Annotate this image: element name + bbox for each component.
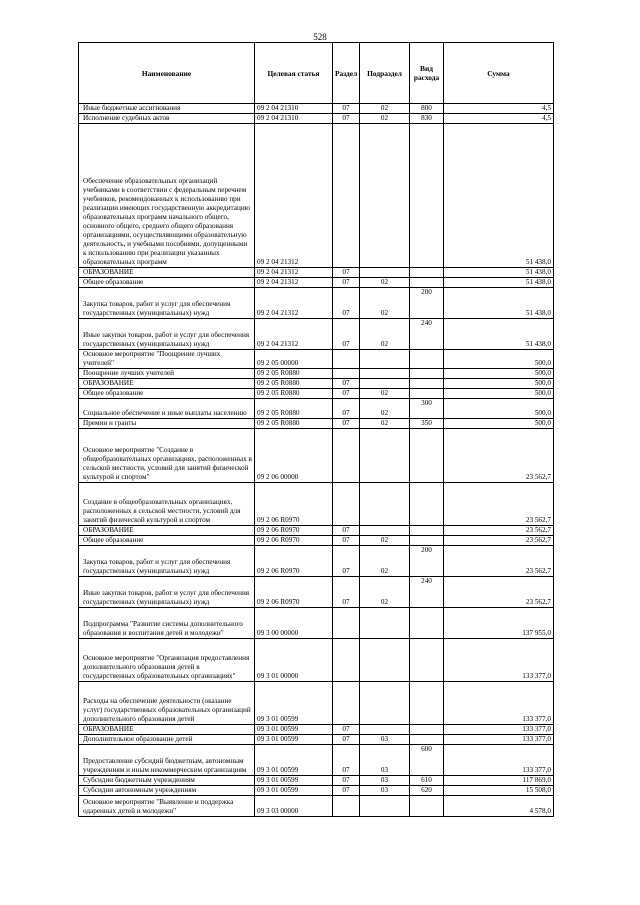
- cell-subsection: [360, 608, 410, 639]
- cell-subsection: 02: [360, 419, 410, 429]
- cell-sum: 500,0: [444, 399, 554, 419]
- cell-expense-type: 610: [410, 776, 444, 786]
- table-row: [79, 483, 554, 526]
- cell-target-article: 09 3 01 00599: [255, 725, 333, 735]
- cell-target-article: 09 2 06 R0970: [255, 577, 333, 608]
- cell-subsection: 03: [360, 786, 410, 796]
- cell-sum: 117 869,0: [444, 776, 554, 786]
- cell-target-article: 09 2 05 R0880: [255, 369, 333, 379]
- table-row: [79, 124, 554, 268]
- cell-section: 07: [333, 419, 360, 429]
- cell-subsection: [360, 526, 410, 536]
- cell-expense-type: 300: [410, 399, 444, 419]
- cell-section: 07: [333, 577, 360, 608]
- cell-subsection: [360, 350, 410, 369]
- cell-target-article: 09 3 01 00599: [255, 735, 333, 745]
- cell-name: Премии и гранты: [79, 419, 255, 429]
- table-row: [79, 796, 554, 817]
- table-row: [79, 639, 554, 682]
- cell-name: Закупка товаров, работ и услуг для обеспечения государственных (муниципальных) нужд: [79, 288, 255, 319]
- cell-subsection: 02: [360, 114, 410, 124]
- cell-expense-type: 800: [410, 104, 444, 114]
- cell-expense-type: 240: [410, 319, 444, 350]
- cell-section: 07: [333, 776, 360, 786]
- cell-subsection: [360, 639, 410, 682]
- table-row: [79, 379, 554, 389]
- cell-section: 07: [333, 114, 360, 124]
- table-row: [79, 104, 554, 114]
- cell-expense-type: [410, 278, 444, 288]
- table-row: [79, 278, 554, 288]
- table-row: [79, 288, 554, 319]
- cell-expense-type: 200: [410, 288, 444, 319]
- cell-name: ОБРАЗОВАНИЕ: [79, 725, 255, 735]
- cell-sum: 23 562,7: [444, 577, 554, 608]
- cell-target-article: 09 2 04 21312: [255, 268, 333, 278]
- cell-subsection: 03: [360, 735, 410, 745]
- cell-subsection: [360, 483, 410, 526]
- cell-target-article: 09 2 05 R0880: [255, 379, 333, 389]
- cell-name: Иные бюджетные ассигнования: [79, 104, 255, 114]
- cell-sum: 500,0: [444, 389, 554, 399]
- cell-subsection: 03: [360, 745, 410, 776]
- cell-sum: 51 438,0: [444, 319, 554, 350]
- cell-target-article: 09 2 05 R0880: [255, 389, 333, 399]
- cell-sum: 23 562,7: [444, 429, 554, 483]
- cell-target-article: 09 3 01 00000: [255, 639, 333, 682]
- cell-sum: 51 438,0: [444, 268, 554, 278]
- cell-expense-type: [410, 536, 444, 546]
- cell-section: 07: [333, 735, 360, 745]
- cell-section: 07: [333, 526, 360, 536]
- table-row: [79, 745, 554, 776]
- cell-target-article: 09 2 05 R0880: [255, 419, 333, 429]
- cell-expense-type: 240: [410, 577, 444, 608]
- cell-name: Основное мероприятие "Поощрение лучших учителей": [79, 350, 255, 369]
- table-row: [79, 725, 554, 735]
- cell-target-article: 09 2 06 R0970: [255, 546, 333, 577]
- table-row: [79, 399, 554, 419]
- cell-expense-type: [410, 483, 444, 526]
- cell-name: Дополнительное образование детей: [79, 735, 255, 745]
- cell-expense-type: 620: [410, 786, 444, 796]
- cell-section: 07: [333, 319, 360, 350]
- cell-section: 07: [333, 745, 360, 776]
- cell-subsection: 02: [360, 288, 410, 319]
- cell-name: ОБРАЗОВАНИЕ: [79, 526, 255, 536]
- cell-expense-type: [410, 268, 444, 278]
- cell-sum: 500,0: [444, 369, 554, 379]
- header-section: Раздел: [333, 43, 360, 104]
- cell-sum: 51 438,0: [444, 288, 554, 319]
- cell-target-article: 09 3 00 00000: [255, 608, 333, 639]
- cell-subsection: 02: [360, 389, 410, 399]
- cell-expense-type: [410, 379, 444, 389]
- table-row: [79, 419, 554, 429]
- cell-expense-type: 830: [410, 114, 444, 124]
- cell-sum: 4 578,0: [444, 796, 554, 817]
- cell-sum: 51 438,0: [444, 124, 554, 268]
- cell-subsection: 02: [360, 278, 410, 288]
- cell-sum: 133 377,0: [444, 682, 554, 725]
- cell-sum: 51 438,0: [444, 278, 554, 288]
- cell-name: Общее образование: [79, 536, 255, 546]
- cell-section: [333, 608, 360, 639]
- cell-subsection: [360, 369, 410, 379]
- cell-subsection: [360, 682, 410, 725]
- cell-subsection: [360, 725, 410, 735]
- table-row: [79, 682, 554, 725]
- cell-section: [333, 429, 360, 483]
- table-row: [79, 526, 554, 536]
- cell-subsection: 02: [360, 104, 410, 114]
- cell-section: [333, 124, 360, 268]
- cell-name: Субсидии автономным учреждениям: [79, 786, 255, 796]
- page-number: 528: [313, 32, 327, 42]
- cell-target-article: 09 3 01 00599: [255, 682, 333, 725]
- cell-subsection: [360, 796, 410, 817]
- cell-target-article: 09 3 01 00599: [255, 786, 333, 796]
- cell-name: Социальное обеспечение и иные выплаты населению: [79, 399, 255, 419]
- cell-name: Основное мероприятие "Организация предоставления дополнительного образования детей в государственных образовательных организациях": [79, 639, 255, 682]
- cell-sum: 500,0: [444, 379, 554, 389]
- cell-expense-type: [410, 639, 444, 682]
- table-header-row: [79, 43, 554, 104]
- cell-section: 07: [333, 725, 360, 735]
- cell-subsection: [360, 268, 410, 278]
- cell-expense-type: [410, 682, 444, 725]
- cell-name: Иные закупки товаров, работ и услуг для обеспечения государственных (муниципальных) нужд: [79, 577, 255, 608]
- header-sum: Сумма: [444, 43, 554, 104]
- cell-target-article: 09 2 04 21310: [255, 104, 333, 114]
- cell-section: 07: [333, 399, 360, 419]
- cell-target-article: 09 2 05 R0880: [255, 399, 333, 419]
- table-row: [79, 577, 554, 608]
- cell-expense-type: 350: [410, 419, 444, 429]
- cell-section: 07: [333, 379, 360, 389]
- cell-name: Основное мероприятие "Выявление и поддержка одаренных детей и молодежи": [79, 796, 255, 817]
- cell-expense-type: [410, 526, 444, 536]
- cell-section: 07: [333, 104, 360, 114]
- cell-sum: 23 562,7: [444, 546, 554, 577]
- cell-section: [333, 682, 360, 725]
- table-row: [79, 369, 554, 379]
- cell-target-article: 09 2 04 21312: [255, 124, 333, 268]
- cell-sum: 133 377,0: [444, 735, 554, 745]
- cell-target-article: 09 3 03 00000: [255, 796, 333, 817]
- table-row: [79, 319, 554, 350]
- cell-expense-type: [410, 369, 444, 379]
- cell-expense-type: [410, 725, 444, 735]
- cell-target-article: 09 3 01 00599: [255, 745, 333, 776]
- cell-sum: 500,0: [444, 350, 554, 369]
- cell-target-article: 09 2 05 00000: [255, 350, 333, 369]
- cell-subsection: 03: [360, 776, 410, 786]
- cell-expense-type: [410, 124, 444, 268]
- cell-expense-type: [410, 796, 444, 817]
- cell-section: 07: [333, 536, 360, 546]
- cell-sum: 4,5: [444, 114, 554, 124]
- table-row: [79, 268, 554, 278]
- table-row: [79, 429, 554, 483]
- cell-name: Общее образование: [79, 389, 255, 399]
- cell-sum: 23 562,7: [444, 526, 554, 536]
- cell-expense-type: [410, 429, 444, 483]
- cell-name: Общее образование: [79, 278, 255, 288]
- table-row: [79, 350, 554, 369]
- cell-expense-type: [410, 735, 444, 745]
- cell-expense-type: 600: [410, 745, 444, 776]
- cell-name: Основное мероприятие "Создание в общеобразовательных организациях, расположенных в сельской местности, условий для занятий физической культурой и спортом": [79, 429, 255, 483]
- header-name: Наименование: [79, 43, 255, 104]
- table-row: [79, 536, 554, 546]
- cell-name: Обеспечение образовательных организаций учебниками в соответствии с федеральным перечнем учебников, рекомендованных к использованию при реализации имеющих государственную аккредитацию образовательных программ начального общего, основного общего, среднего общего образования организациями, осуществляющими образовательную деятельность, и учебными пособиями, допущенными к использованию при реализации указанных образовательных программ: [79, 124, 255, 268]
- cell-name: Создание в общеобразовательных организациях, расположенных в сельской местности, условий для занятий физической культурой и спортом: [79, 483, 255, 526]
- cell-expense-type: [410, 350, 444, 369]
- cell-subsection: 02: [360, 319, 410, 350]
- table-row: [79, 114, 554, 124]
- cell-section: 07: [333, 288, 360, 319]
- cell-sum: 133 377,0: [444, 745, 554, 776]
- cell-expense-type: [410, 608, 444, 639]
- cell-section: [333, 369, 360, 379]
- cell-expense-type: 200: [410, 546, 444, 577]
- cell-name: Поощрение лучших учителей: [79, 369, 255, 379]
- cell-target-article: 09 2 06 R0970: [255, 526, 333, 536]
- header-expense-type: Вид расхода: [410, 43, 444, 104]
- cell-subsection: [360, 429, 410, 483]
- cell-target-article: 09 3 01 00599: [255, 776, 333, 786]
- table-row: [79, 389, 554, 399]
- cell-target-article: 09 2 06 R0970: [255, 483, 333, 526]
- cell-sum: 133 377,0: [444, 725, 554, 735]
- table-row: [79, 546, 554, 577]
- header-subsection: Подраздел: [360, 43, 410, 104]
- cell-sum: 23 562,7: [444, 483, 554, 526]
- cell-sum: 500,0: [444, 419, 554, 429]
- cell-name: ОБРАЗОВАНИЕ: [79, 268, 255, 278]
- cell-expense-type: [410, 389, 444, 399]
- cell-sum: 15 508,0: [444, 786, 554, 796]
- cell-sum: 137 955,0: [444, 608, 554, 639]
- cell-section: 07: [333, 278, 360, 288]
- cell-sum: 133 377,0: [444, 639, 554, 682]
- table-row: [79, 786, 554, 796]
- cell-name: Предоставление субсидий бюджетным, автономным учреждениям и иным некоммерческим организациям: [79, 745, 255, 776]
- cell-sum: 4,5: [444, 104, 554, 114]
- cell-target-article: 09 2 06 R0970: [255, 536, 333, 546]
- cell-subsection: 02: [360, 546, 410, 577]
- cell-name: Субсидии бюджетным учреждениям: [79, 776, 255, 786]
- table-row: [79, 776, 554, 786]
- cell-name: Подпрограмма "Развитие системы дополнительного образования и воспитания детей и молодежи": [79, 608, 255, 639]
- cell-target-article: 09 2 04 21312: [255, 319, 333, 350]
- cell-section: [333, 796, 360, 817]
- cell-section: 07: [333, 389, 360, 399]
- cell-section: 07: [333, 786, 360, 796]
- cell-name: Исполнение судебных актов: [79, 114, 255, 124]
- cell-subsection: 02: [360, 399, 410, 419]
- cell-name: Иные закупки товаров, работ и услуг для обеспечения государственных (муниципальных) нужд: [79, 319, 255, 350]
- cell-subsection: 02: [360, 577, 410, 608]
- cell-section: [333, 639, 360, 682]
- cell-target-article: 09 2 04 21310: [255, 114, 333, 124]
- cell-subsection: [360, 124, 410, 268]
- table-row: [79, 735, 554, 745]
- cell-section: [333, 483, 360, 526]
- table-body: [79, 104, 554, 817]
- budget-table: [78, 42, 554, 817]
- cell-name: Расходы на обеспечение деятельности (оказание услуг) государственных образовательных организаций дополнительного образования детей: [79, 682, 255, 725]
- cell-section: 07: [333, 546, 360, 577]
- header-target-article: Целевая статья: [255, 43, 333, 104]
- table-row: [79, 608, 554, 639]
- cell-target-article: 09 2 04 21312: [255, 278, 333, 288]
- cell-target-article: 09 2 04 21312: [255, 288, 333, 319]
- cell-subsection: 02: [360, 536, 410, 546]
- cell-name: Закупка товаров, работ и услуг для обеспечения государственных (муниципальных) нужд: [79, 546, 255, 577]
- cell-subsection: [360, 379, 410, 389]
- cell-target-article: 09 2 06 00000: [255, 429, 333, 483]
- cell-section: [333, 350, 360, 369]
- cell-section: 07: [333, 268, 360, 278]
- cell-sum: 23 562,7: [444, 536, 554, 546]
- cell-name: ОБРАЗОВАНИЕ: [79, 379, 255, 389]
